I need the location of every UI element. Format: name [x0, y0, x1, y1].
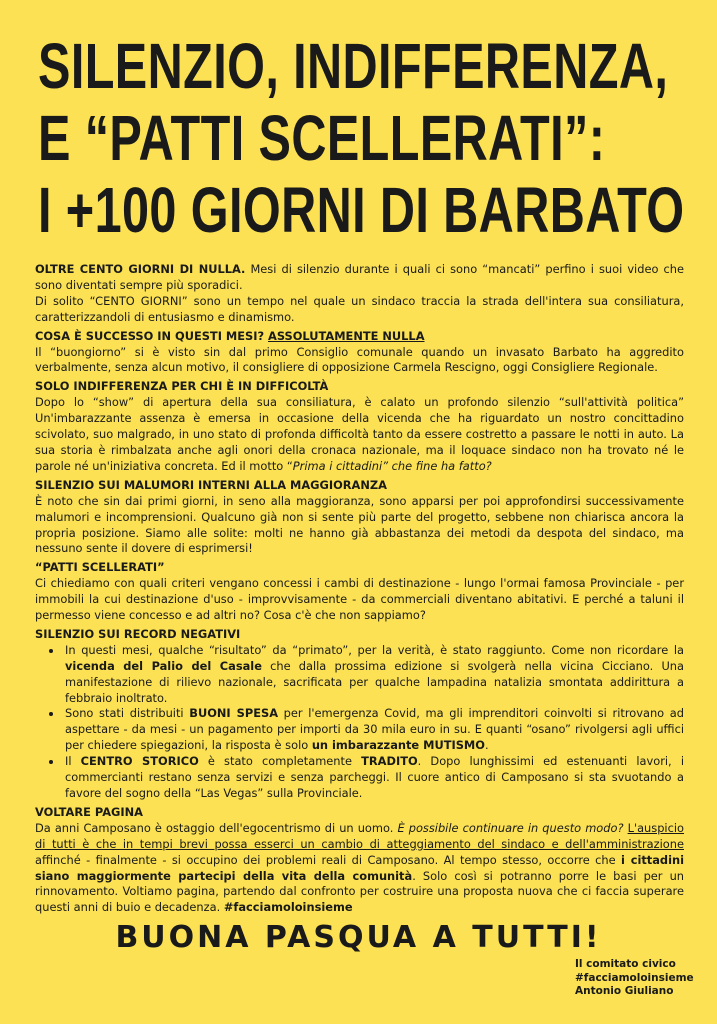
text-part: . Dopo lunghissimi ed estenuanti lavori, i commercianti restano senza servizi e senza parcheggi. Il cuore antico di Camposano si sta svuotando a favore del sogno della “Las Vegas” sulla Provinciale.: [65, 754, 684, 800]
bold-part: TRADITO: [361, 754, 418, 769]
bold-part: un imbarazzante MUTISMO: [311, 738, 485, 753]
intro-text-1: Mesi di silenzio durante i quali ci sono “mancati” perfino i suoi video che sono diventati sempre più sporadici.: [35, 262, 684, 292]
signature-line-1: Il comitato civico: [575, 958, 676, 970]
signature-line-3: Antonio Giuliano: [575, 985, 674, 997]
text-part: Il: [65, 754, 81, 769]
section-patti-scellerati: [35, 560, 684, 624]
headline: [38, 30, 685, 246]
list-item: [63, 754, 684, 802]
section-heading: SILENZIO SUI RECORD NEGATIVI: [35, 626, 241, 641]
text-part: affinché - finalmente - si occupino dei problemi reali di Camposano. Al tempo stesso, occorre che: [35, 852, 622, 867]
section-text: [35, 821, 684, 916]
article-body: [35, 262, 684, 916]
intro-lead: OLTRE CENTO GIORNI DI NULLA.: [35, 262, 246, 276]
underlined-part: L'auspicio di tutti è che in tempi brevi possa esserci un cambio di atteggiamento del sindaco e dell'amministrazione: [35, 820, 684, 851]
section-record-negativi: [35, 627, 684, 802]
text-part: Da anni Camposano è ostaggio dell'egocentrismo di un uomo.: [35, 820, 398, 835]
heading-part: COSA È SUCCESSO IN QUESTI MESI?: [35, 328, 269, 343]
text-part: per l'emergenza Covid, ma gli imprenditori coinvolti si ritrovano ad aspettare - da mesi - un pagamento per importi da 30 mila euro in su. E quanti “osano” rivolgersi agli uffici per chiedere spiegazioni, la risposta è solo: [65, 706, 684, 753]
text-part: .: [484, 738, 489, 753]
signature-block: [575, 958, 694, 999]
section-text: È noto che sin dai primi giorni, in seno alla maggioranza, sono apparsi per poi approfondirsi successivamente malumori e incomprensioni. Qualcuno già non si sente più parte del progetto, sebbene non chiarisca ancora la propria posizione. Siamo alle solite: molti ne hanno già abbastanza dei metodi da despota del sindaco, ma nessuno sente il dovere di esprimersi!: [35, 493, 684, 556]
bold-part: BUONI SPESA: [189, 706, 279, 721]
bold-part: i cittadini siano maggiormente partecipi della vita della comunità: [35, 852, 684, 883]
bold-part: vicenda del Palio del Casale: [65, 658, 262, 673]
text-part: è stato completamente: [198, 754, 362, 769]
section-heading: VOLTARE PAGINA: [35, 804, 143, 819]
section-intro: [35, 262, 684, 326]
heading-underlined: ASSOLUTAMENTE NULLA: [268, 328, 425, 343]
intro-paragraph-2: Di solito “CENTO GIORNI” sono un tempo nel quale un sindaco traccia la strada dell'intera sua consiliatura, caratterizzandoli di entusiasmo e dinamismo.: [35, 293, 684, 324]
italic-question: È possibile continuare in questo modo?: [397, 820, 624, 835]
section-voltare-pagina: [35, 805, 684, 916]
section-heading: “PATTI SCELLERATI”: [35, 560, 165, 575]
headline-line-1: SILENZIO, INDIFFERENZA,: [38, 30, 669, 102]
section-text: [35, 395, 684, 475]
closing-greeting: BUONA PASQUA A TUTTI!: [115, 920, 602, 955]
signature-line-2: #facciamoloinsieme: [575, 971, 694, 984]
section-heading: [35, 329, 684, 345]
section-malumori: [35, 478, 684, 558]
text-part: Sono stati distribuiti: [65, 706, 190, 721]
intro-paragraph-1: [35, 262, 684, 294]
section-heading: SILENZIO SUI MALUMORI INTERNI ALLA MAGGIORANZA: [35, 477, 387, 492]
italic-motto: Prima i cittadini” che fine ha fatto?: [292, 458, 492, 473]
section-text: Ci chiediamo con quali criteri vengano concessi i cambi di destinazione - lungo l'ormai famosa Provinciale - per immobili la cui destinazione d'uso - improvvisamente - da commerciali diventano abitativi. E perché a taluni il permesso viene concesso e ad altri no? Cosa c'è che non sappiamo?: [35, 576, 684, 623]
headline-line-3: I +100 GIORNI DI BARBATO: [38, 174, 685, 246]
headline-line-2: E “PATTI SCELLERATI”:: [38, 102, 606, 174]
bold-part: CENTRO STORICO: [80, 754, 199, 769]
section-indifferenza: [35, 379, 684, 474]
section-text: Il “buongiorno” si è visto sin dal primo Consiglio comunale quando un invasato Barbato ha aggredito verbalmente, senza alcun motivo, il consigliere di opposizione Carmela Rescigno, oggi Consigliere Regionale.: [35, 344, 684, 375]
text-part: . Solo così si potranno porre le basi per un rinnovamento. Voltiamo pagina, partendo dal confronto per costruire una proposta nuova che ci faccia superare questi anni di buio e decadenza.: [35, 868, 685, 915]
hashtag: #facciamoloinsieme: [223, 900, 353, 915]
section-cosa-e-successo: [35, 329, 684, 377]
bullet-list: [35, 643, 684, 802]
list-item: [63, 706, 684, 754]
text-part: In questi mesi, qualche “risultato” da “primato”, per la verità, è stato raggiunto. Come non ricordare la: [65, 642, 684, 657]
section-heading: SOLO INDIFFERENZA PER CHI È IN DIFFICOLTÀ: [35, 379, 329, 394]
text-part: Dopo lo “show” di apertura della sua consiliatura, è calato un profondo silenzio “sull'attività politica” Un'imbarazzante assenza è emersa in occasione della vicenda che ha riguardato un nostro concittadino scivolato, suo malgrado, in uno stato di profonda difficoltà tanto da essere costretto a passare le notti in auto. La sua storia è rimbalzata anche agli onori della cronaca nazionale, ma il loquace sindaco non ha trovato né le parole né un'iniziativa concreta. Ed il motto “: [35, 395, 684, 473]
text-part: che dalla prossima edizione si svolgerà nella vicina Cicciano. Una manifestazione di rilievo nazionale, sacrificata per qualche lampadina natalizia smontata addirittura a febbraio inoltrato.: [65, 658, 684, 705]
list-item: [63, 643, 684, 707]
